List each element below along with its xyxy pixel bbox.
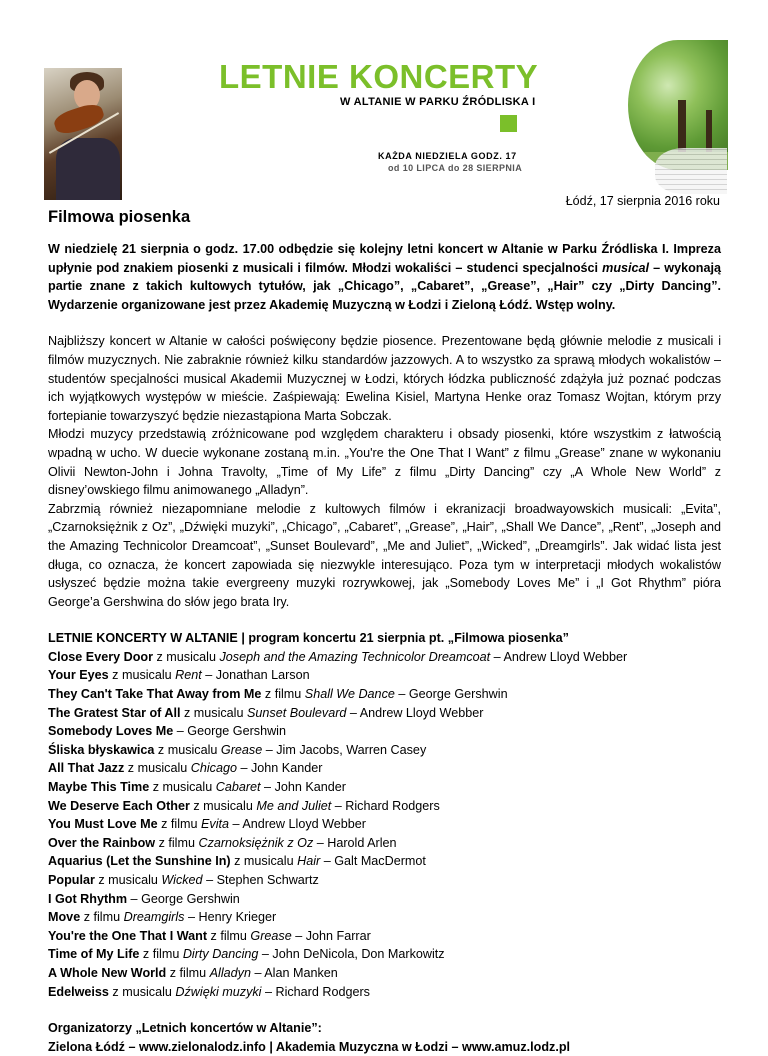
- body-paragraph-2: Młodzi muzycy przedstawią zróżnicowane pod względem charakteru i obsady piosenki, które wszystkim z łatwością wpadną w ucho. W duecie wykonane zostaną m.in. „You're the One That I Want” z filmu „Grease” znane w wykonaniu Olivii Newton-John i Johna Travolty, „Time of My Life” z filmu „Dirty Dancing” czy „A Whole New World” z disney’owskiego filmu animowanego „Alladyn”.: [48, 427, 721, 498]
- source-work: Cabaret: [215, 780, 261, 795]
- composer: – Andrew Lloyd Webber: [490, 649, 628, 664]
- program-item: [48, 704, 721, 723]
- song-title: Aquarius (Let the Sunshine In): [48, 854, 231, 869]
- song-title: Edelweiss: [48, 984, 109, 999]
- program-item: [48, 852, 721, 871]
- source-prefix: z filmu: [166, 965, 210, 980]
- source-work: Rent: [175, 668, 202, 683]
- song-title: You're the One That I Want: [48, 928, 208, 943]
- program-item: [48, 983, 721, 1002]
- program-item: [48, 778, 721, 797]
- program-item: [48, 834, 721, 853]
- song-title: Over the Rainbow: [48, 835, 156, 850]
- program-item: [48, 648, 721, 667]
- composer: – Richard Rodgers: [331, 798, 440, 813]
- source-work: Joseph and the Amazing Technicolor Dreamcoat: [219, 649, 491, 664]
- body-paragraph-3: Zabrzmią również niezapomniane melodie z kultowych filmów i ekranizacji broadwayowskich musicali: „Evita”, „Czarnoksiężnik z Oz”, „Dźwięki muzyki”, „Chicago”, „Cabaret”, „Grease”, „Hair”, „Shall We Dance”, „Rent”, „Joseph and the Amazing Technicolor Dreamcoat”, „Sunset Boulevard”, „Me and Juliet”, „Wicked”, „Dreamgirls”. Jak widać lista jest długa, co oznacza, że koncert zapowiada się niezwykle interesująco. Poza tym w interpretacji młodych wokalistów usłyszeć będzie można takie evergreeny muzyki rozrywkowej, jak „Somebody Loves Me” i „I Got Rhythm” pióra George’a Gershwina do słów jego brata Iry.: [48, 501, 721, 609]
- document-body: [48, 207, 721, 1056]
- source-prefix: z musicalu: [154, 742, 221, 757]
- source-prefix: z filmu: [80, 910, 124, 925]
- source-work: Dźwięki muzyki: [175, 984, 262, 999]
- lead-paragraph: W niedzielę 21 sierpnia o godz. 17.00 odbędzie się kolejny letni koncert w Altanie w Parku Źródliska I. Impreza upłynie pod znakiem piosenki z musicali i filmów. Młodzi wokaliści – studenci specjalności musical – wykonają partie znane z takich kultowych tytułów, jak „Chicago”, „Cabaret”, „Grease”, „Hair” czy „Dirty Dancing”. Wydarzenie organizowane jest przez Akademię Muzyczną w Łodzi i Zieloną Łódź. Wstęp wolny.: [48, 242, 721, 312]
- program-item: [48, 964, 721, 983]
- composer: – John Kander: [237, 761, 323, 776]
- composer: – Stephen Schwartz: [202, 873, 319, 887]
- source-prefix: z filmu: [261, 687, 305, 702]
- composer: – John Kander: [260, 780, 346, 795]
- composer: – Alan Manken: [250, 965, 338, 980]
- song-title: Your Eyes: [48, 668, 109, 683]
- source-prefix: z musicalu: [124, 761, 191, 776]
- source-work: Evita: [201, 817, 230, 832]
- source-work: Hair: [297, 854, 321, 869]
- song-title: They Can't Take That Away from Me: [48, 687, 262, 702]
- violinist-photo: [44, 68, 122, 200]
- program-item: [48, 927, 721, 946]
- song-title: We Deserve Each Other: [48, 798, 190, 813]
- source-work: Sunset Boulevard: [247, 705, 347, 720]
- composer: – Richard Rodgers: [261, 984, 370, 999]
- source-work: Me and Juliet: [256, 798, 332, 813]
- composer: – Andrew Lloyd Webber: [229, 817, 366, 832]
- song-title: Somebody Loves Me: [48, 724, 174, 739]
- source-work: Shall We Dance: [304, 687, 395, 702]
- program-item: [48, 908, 721, 927]
- program-item: [48, 666, 721, 685]
- song-title: Maybe This Time: [48, 780, 150, 795]
- composer: – Jim Jacobs, Warren Casey: [262, 742, 427, 757]
- song-title: Śliska błyskawica: [48, 742, 155, 757]
- source-prefix: z musicalu: [153, 649, 220, 664]
- composer: – Harold Arlen: [313, 835, 397, 850]
- body-paragraph-1: Najbliższy koncert w Altanie w całości poświęcony będzie piosence. Prezentowane będą głównie melodie z musicali i filmów muzycznych. Nie zabraknie również kilku standardów jazzowych. A to wszystko za sprawą młodych wokalistów – studentów specjalności musical Akademii Muzycznej w Łodzi, których łódzka publiczność zdążyła już poznać podczas ich wyjątkowych występów w mieście. Zaśpiewają: Ewelina Kisiel, Martyna Henke oraz Tomasz Wojtan, którym przy fortepianie towarzyszyć będzie niezastąpiona Marta Sobczak.: [48, 334, 721, 423]
- song-title: Move: [48, 910, 81, 925]
- source-prefix: z filmu: [139, 947, 183, 962]
- composer: – Henry Krieger: [184, 910, 277, 925]
- accent-square: [500, 115, 517, 132]
- document-heading: Filmowa piosenka: [48, 208, 191, 226]
- song-title: Close Every Door: [48, 649, 153, 664]
- banner-schedule-day: KAŻDA NIEDZIELA GODZ. 17: [378, 151, 517, 161]
- source-work: Chicago: [190, 761, 237, 776]
- song-title: All That Jazz: [48, 761, 125, 776]
- composer: – George Gershwin: [127, 891, 240, 906]
- banner-subtitle: W ALTANIE W PARKU ŹRÓDLISKA I: [340, 96, 536, 108]
- song-title: Time of My Life: [48, 947, 140, 962]
- source-work: Grease: [220, 742, 263, 757]
- composer: – Jonathan Larson: [201, 668, 310, 683]
- song-title: I Got Rhythm: [48, 891, 128, 906]
- source-work: Wicked: [161, 873, 203, 887]
- organizers-line: Zielona Łódź – www.zielonalodz.info | Akademia Muzyczna w Łodzi – www.amuz.lodz.pl: [48, 1039, 571, 1054]
- source-prefix: z filmu: [207, 928, 251, 943]
- composer: – Galt MacDermot: [320, 854, 426, 869]
- song-title: Popular: [48, 873, 95, 887]
- program-item: [48, 815, 721, 834]
- source-work: Dirty Dancing: [182, 947, 259, 962]
- source-prefix: z filmu: [157, 817, 202, 832]
- program-list: [48, 648, 721, 1001]
- source-prefix: z filmu: [155, 835, 199, 850]
- composer: – John DeNicola, Don Markowitz: [258, 947, 445, 962]
- composer: – George Gershwin: [394, 687, 508, 702]
- source-work: Alladyn: [209, 965, 251, 980]
- source-prefix: z musicalu: [108, 668, 176, 683]
- source-prefix: z musicalu: [180, 705, 247, 720]
- program-item: [48, 759, 721, 778]
- document-date: Łódź, 17 sierpnia 2016 roku: [565, 194, 720, 208]
- banner-schedule-dates: od 10 LIPCA do 28 SIERPNIA: [388, 163, 523, 173]
- organizers-heading: Organizatorzy „Letnich koncertów w Altanie”:: [48, 1021, 322, 1036]
- source-work: Dreamgirls: [123, 910, 185, 925]
- program-item: [48, 685, 721, 704]
- program-heading: LETNIE KONCERTY W ALTANIE | program koncertu 21 sierpnia pt. „Filmowa piosenka”: [48, 631, 569, 646]
- program-item: [48, 871, 721, 890]
- composer: – George Gershwin: [173, 724, 286, 739]
- song-title: The Gratest Star of All: [48, 705, 181, 720]
- sheet-music-graphic: [655, 148, 727, 194]
- source-prefix: z musicalu: [94, 873, 162, 887]
- composer: – John Farrar: [291, 928, 371, 943]
- event-banner: [0, 0, 768, 200]
- composer: – Andrew Lloyd Webber: [346, 705, 484, 720]
- banner-title: LETNIE KONCERTY: [219, 58, 539, 95]
- program-item: [48, 945, 721, 964]
- source-prefix: z musicalu: [189, 798, 257, 813]
- program-item: [48, 741, 721, 760]
- program-item: [48, 722, 721, 741]
- program-item: [48, 797, 721, 816]
- song-title: A Whole New World: [48, 965, 167, 980]
- program-item: [48, 890, 721, 909]
- source-prefix: z musicalu: [108, 984, 176, 999]
- source-prefix: z musicalu: [149, 780, 216, 795]
- song-title: You Must Love Me: [48, 817, 158, 832]
- source-work: Grease: [250, 928, 292, 943]
- source-prefix: z musicalu: [230, 854, 298, 869]
- source-work: Czarnoksiężnik z Oz: [198, 835, 314, 850]
